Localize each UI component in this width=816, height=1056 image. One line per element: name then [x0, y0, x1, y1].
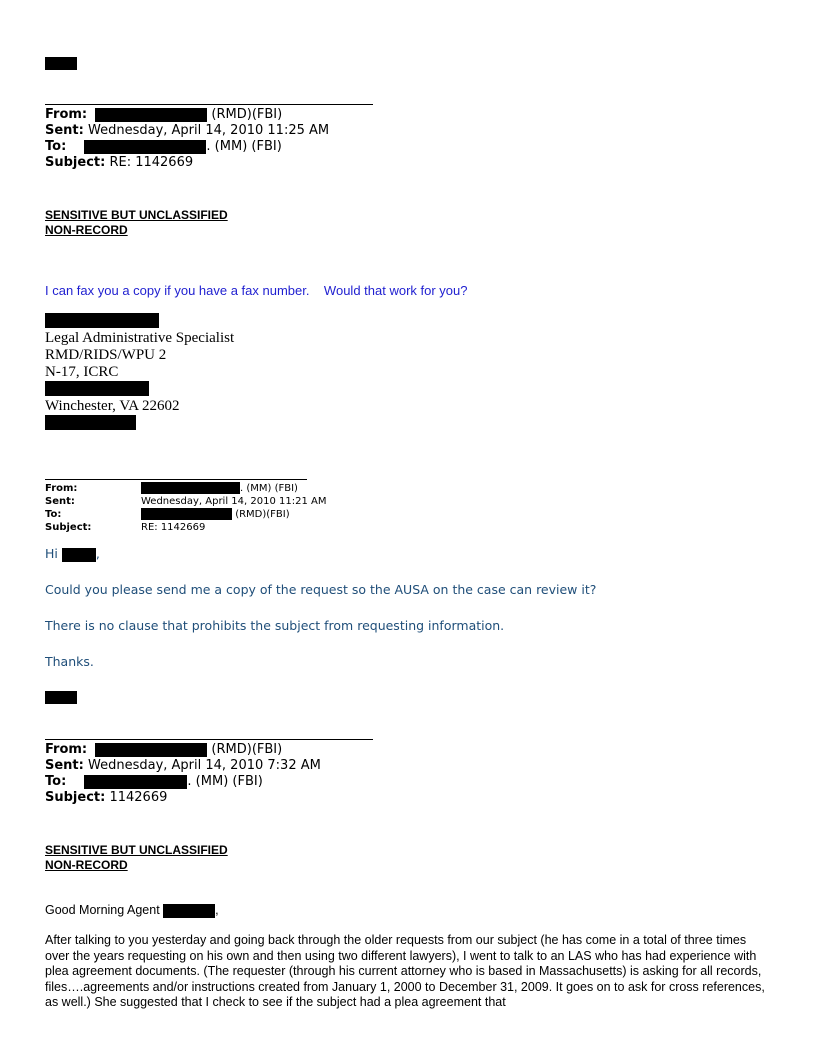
greeting	[45, 903, 765, 919]
header-divider	[45, 104, 373, 105]
greeting-comma: ,	[95, 546, 100, 561]
sent-row	[45, 758, 321, 774]
greeting-comma: ,	[215, 903, 219, 917]
record-label: NON-RECORD	[45, 223, 128, 237]
subject-value: 1142669	[109, 790, 168, 805]
email-header-3	[45, 742, 321, 806]
message-body: I can fax you a copy if you have a fax number. Would that work for you?	[45, 283, 468, 298]
subject-row	[45, 521, 326, 534]
from-row	[45, 482, 326, 495]
to-row	[45, 139, 329, 155]
from-row	[45, 742, 321, 758]
subject-label: Subject:	[45, 790, 106, 805]
subject-label: Subject:	[45, 155, 106, 170]
classification-marking	[45, 208, 228, 238]
message-line: Could you please send me a copy of the request so the AUSA on the case can review it?	[45, 582, 597, 597]
redaction-block	[45, 691, 77, 704]
redaction-block	[141, 482, 240, 494]
to-value: . (MM) (FBI)	[187, 774, 263, 789]
from-row	[45, 107, 329, 123]
redaction-block	[45, 381, 149, 396]
sent-label: Sent:	[45, 123, 84, 138]
message-line: Thanks.	[45, 654, 94, 669]
sent-label: Sent:	[45, 496, 75, 507]
to-value: (RMD)(FBI)	[235, 509, 290, 520]
sent-value: Wednesday, April 14, 2010 7:32 AM	[88, 758, 321, 773]
record-label: NON-RECORD	[45, 858, 128, 872]
redaction-block	[84, 775, 187, 789]
subject-row	[45, 155, 329, 171]
signature-city-block	[45, 398, 179, 415]
signature-unit: RMD/RIDS/WPU 2	[45, 347, 167, 363]
classification-label: SENSITIVE BUT UNCLASSIFIED	[45, 208, 228, 222]
redaction-block	[45, 57, 77, 70]
subject-value: RE: 1142669	[109, 155, 194, 170]
from-label: From:	[45, 742, 88, 757]
to-label: To:	[45, 509, 62, 520]
greeting	[45, 546, 100, 562]
greeting-text: Hi	[45, 546, 58, 561]
sent-label: Sent:	[45, 758, 84, 773]
subject-label: Subject:	[45, 522, 92, 533]
from-value: (RMD)(FBI)	[211, 107, 283, 122]
message-paragraph: After talking to you yesterday and going back through the older requests from our subject (he has come in a total of three times over the years requesting on his own and then using two different lawyers), I went to talk to an LAS who has had experience with plea agreement documents. (The requester (through his current attorney who is based in Massachusetts) is asking for all records, files….agreements and/or instructions created from January 1, 2000 to December 31, 2009. It goes on to ask for cross references, as well.) She suggested that I check to see if the subject had a plea agreement that	[45, 933, 765, 1009]
classification-label: SENSITIVE BUT UNCLASSIFIED	[45, 843, 228, 857]
redaction-block	[95, 743, 207, 757]
redaction-block	[84, 140, 206, 154]
greeting-text: Good Morning Agent	[45, 903, 160, 917]
to-row	[45, 508, 326, 521]
email-header-1	[45, 107, 329, 171]
subject-row	[45, 790, 321, 806]
from-value: (RMD)(FBI)	[211, 742, 283, 757]
sent-value: Wednesday, April 14, 2010 11:21 AM	[141, 496, 327, 507]
sent-row	[45, 495, 326, 508]
redaction-block	[163, 904, 215, 918]
redaction-block	[45, 313, 159, 328]
sent-row	[45, 123, 329, 139]
signature-title: Legal Administrative Specialist	[45, 330, 235, 346]
signature-city: Winchester, VA 22602	[45, 398, 180, 414]
sent-value: Wednesday, April 14, 2010 11:25 AM	[88, 123, 330, 138]
from-label: From:	[45, 483, 78, 494]
redaction-block	[62, 548, 96, 562]
signature-block	[45, 330, 234, 381]
redaction-block	[141, 508, 232, 520]
redaction-block	[45, 415, 136, 430]
from-label: From:	[45, 107, 88, 122]
email-header-2	[45, 482, 326, 534]
message-line: There is no clause that prohibits the subject from requesting information.	[45, 618, 505, 633]
header-divider	[45, 479, 307, 480]
redaction-block	[95, 108, 207, 122]
subject-value: RE: 1142669	[141, 522, 206, 533]
signature-room: N-17, ICRC	[45, 364, 119, 380]
to-label: To:	[45, 139, 67, 154]
to-label: To:	[45, 774, 67, 789]
header-divider	[45, 739, 373, 740]
to-value: . (MM) (FBI)	[206, 139, 282, 154]
to-row	[45, 774, 321, 790]
from-value: . (MM) (FBI)	[240, 483, 298, 494]
classification-marking	[45, 843, 228, 873]
